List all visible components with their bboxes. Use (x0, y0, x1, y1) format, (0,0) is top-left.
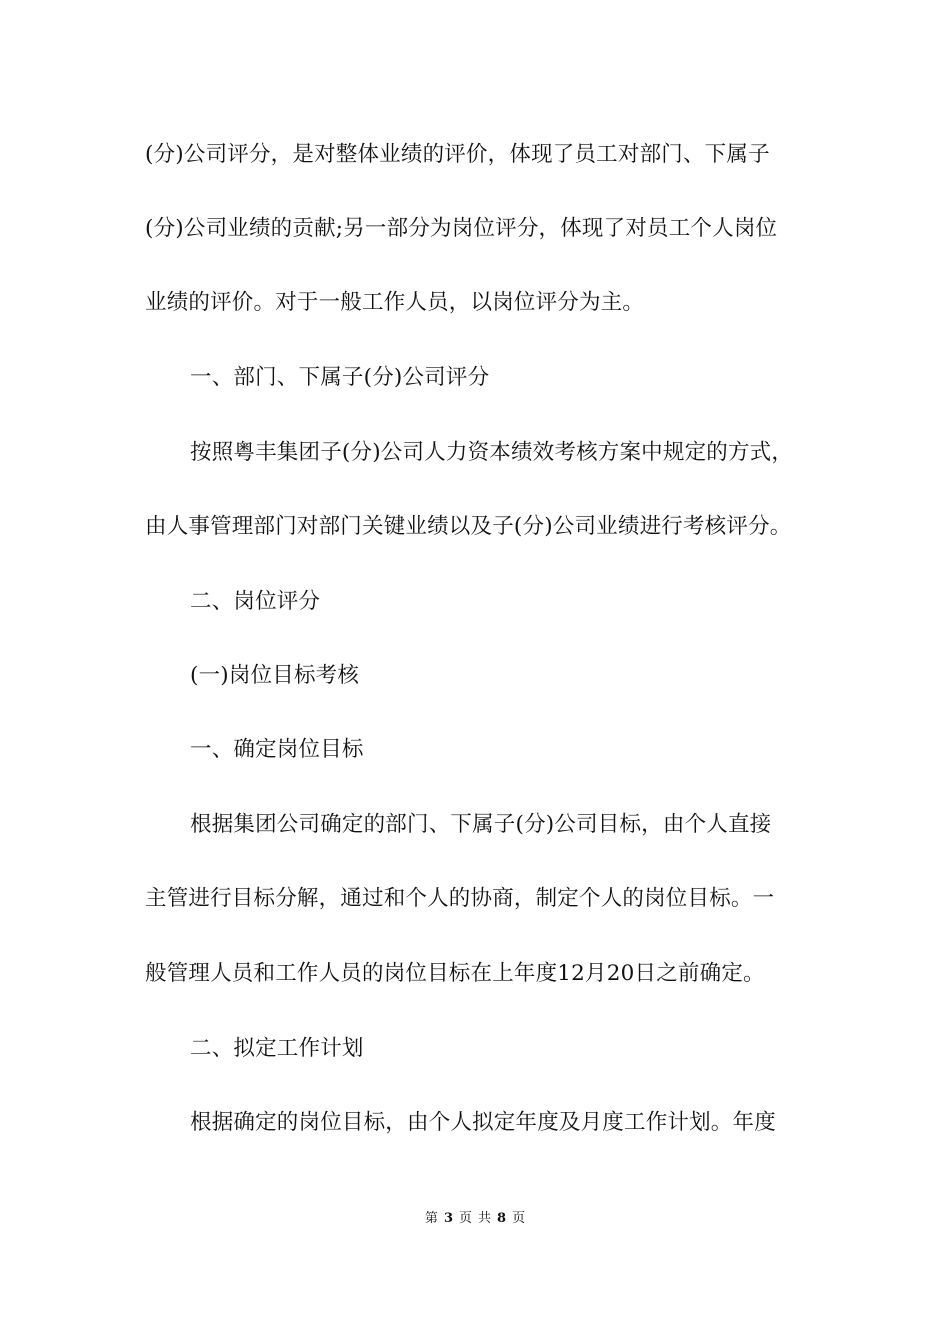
subsection-heading: 二、拟定工作计划 (190, 1036, 364, 1061)
total-pages-number: 8 (497, 1211, 507, 1226)
paragraph-line: 业绩的评价。对于一般工作人员，以岗位评分为主。 (145, 290, 645, 315)
subsection-heading: 一、确定岗位目标 (190, 737, 364, 762)
footer-prefix: 第 (424, 1211, 438, 1226)
subsection-heading: (一)岗位目标考核 (190, 663, 360, 688)
footer-total-word: 共 (478, 1211, 492, 1226)
paragraph-line: 根据确定的岗位目标，由个人拟定年度及月度工作计划。年度 (190, 1110, 776, 1135)
page-footer (0, 1210, 950, 1228)
paragraph-line: 由人事管理部门对部门关键业绩以及子(分)公司业绩进行考核评分。 (145, 514, 792, 539)
paragraph-line: 主管进行目标分解，通过和个人的协商，制定个人的岗位目标。一 (145, 886, 775, 911)
paragraph-line: (分)公司评分，是对整体业绩的评价，体现了员工对部门、下属子 (145, 142, 770, 167)
section-heading: 二、岗位评分 (190, 589, 321, 614)
paragraph-line: 般管理人员和工作人员的岗位目标在上年度12月20日之前确定。 (145, 961, 765, 986)
footer-suffix: 页 (512, 1211, 526, 1226)
paragraph-line: (分)公司业绩的贡献;另一部分为岗位评分，体现了对员工个人岗位 (145, 216, 778, 241)
paragraph-line: 根据集团公司确定的部门、下属子(分)公司目标，由个人直接 (190, 812, 772, 837)
section-heading: 一、部门、下属子(分)公司评分 (190, 365, 490, 390)
paragraph-line: 按照粤丰集团子(分)公司人力资本绩效考核方案中规定的方式， (190, 440, 794, 465)
footer-page-unit: 页 (458, 1211, 472, 1226)
current-page-number: 3 (443, 1211, 453, 1226)
